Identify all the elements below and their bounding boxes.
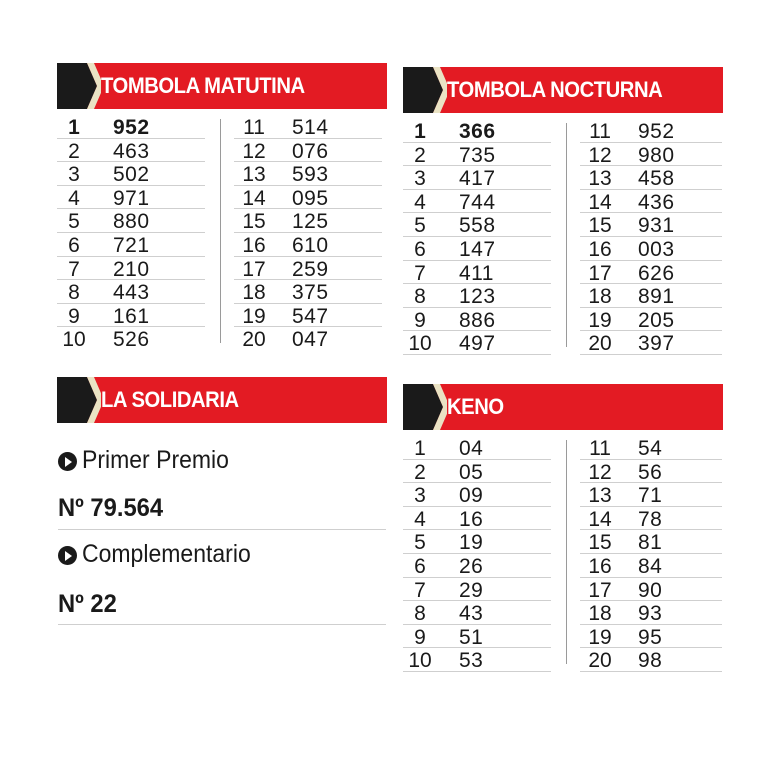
- tombola-matutina-title: TOMBOLA MATUTINA: [101, 73, 305, 98]
- result-number: 56: [638, 460, 663, 484]
- result-number: 81: [638, 531, 663, 555]
- la-solidaria-header: [57, 377, 387, 423]
- result-position: 10: [62, 328, 86, 352]
- result-number: 90: [638, 578, 663, 602]
- result-number: 16: [459, 507, 484, 531]
- result-row: [580, 308, 722, 332]
- result-position: 14: [588, 507, 612, 531]
- result-position: 10: [408, 649, 432, 673]
- keno-header: [403, 384, 723, 430]
- result-position: 15: [242, 210, 266, 234]
- result-position: 16: [588, 237, 612, 261]
- result-position: 13: [588, 484, 612, 508]
- result-number: 458: [638, 167, 675, 191]
- result-row: [403, 601, 551, 625]
- result-number: 626: [638, 261, 675, 285]
- result-position: 2: [68, 139, 80, 163]
- chevron-icon: [57, 63, 101, 109]
- result-number: 411: [459, 261, 494, 285]
- result-position: 2: [414, 460, 426, 484]
- result-position: 1: [68, 116, 80, 139]
- result-row: [403, 648, 551, 672]
- result-number: 95: [638, 625, 663, 649]
- column-divider: [566, 440, 567, 664]
- result-number: 436: [638, 190, 675, 214]
- result-row: [403, 331, 551, 355]
- result-position: 7: [68, 257, 80, 281]
- result-number: 514: [292, 116, 329, 139]
- primer-premio-label: Primer Premio: [82, 446, 229, 474]
- result-position: 19: [242, 304, 266, 328]
- results-column-right: [580, 436, 722, 672]
- result-row: [57, 327, 205, 351]
- result-position: 11: [589, 120, 611, 143]
- result-number: 076: [292, 139, 329, 163]
- result-number: 971: [113, 186, 150, 210]
- result-position: 3: [414, 484, 426, 508]
- result-position: 12: [242, 139, 266, 163]
- result-row: [403, 507, 551, 531]
- chevron-icon: [57, 377, 101, 423]
- result-position: 14: [242, 186, 266, 210]
- result-row: [403, 530, 551, 554]
- result-number: 443: [113, 281, 150, 305]
- result-position: 12: [588, 143, 612, 167]
- primer-premio-number-row: [58, 494, 169, 523]
- result-number: 53: [459, 649, 484, 673]
- result-row: [57, 233, 205, 257]
- result-number: 98: [638, 649, 663, 673]
- result-row: [580, 436, 722, 460]
- result-number: 547: [292, 304, 329, 328]
- result-number: 931: [638, 214, 675, 238]
- result-position: 18: [588, 602, 612, 626]
- result-row: [403, 436, 551, 460]
- result-number: 593: [292, 163, 329, 187]
- result-number: 147: [459, 237, 496, 261]
- result-number: 375: [292, 281, 329, 305]
- result-number: 93: [638, 602, 663, 626]
- result-position: 16: [588, 554, 612, 578]
- result-number: 721: [113, 233, 150, 257]
- chevron-icon: [403, 384, 447, 430]
- result-row: [580, 213, 722, 237]
- result-row: [403, 213, 551, 237]
- result-number: 366: [459, 120, 496, 143]
- result-position: 19: [588, 308, 612, 332]
- result-row: [403, 237, 551, 261]
- result-position: 5: [414, 214, 426, 238]
- result-number: 952: [638, 120, 675, 143]
- result-number: 610: [292, 233, 329, 257]
- result-number: 04: [459, 437, 484, 460]
- complementario-number-row: [58, 590, 120, 619]
- result-row: [57, 186, 205, 210]
- column-divider: [566, 123, 567, 347]
- primer-premio-number: Nº 79.564: [58, 494, 164, 522]
- result-row: [580, 143, 722, 167]
- result-number: 19: [459, 531, 484, 555]
- result-position: 12: [588, 460, 612, 484]
- result-number: 952: [113, 116, 150, 139]
- la-solidaria-panel: [57, 377, 387, 423]
- result-row: [403, 625, 551, 649]
- result-position: 2: [414, 143, 426, 167]
- complementario-label: Complementario: [82, 540, 251, 568]
- result-number: 735: [459, 143, 496, 167]
- result-row: [234, 139, 382, 163]
- result-row: [580, 483, 722, 507]
- result-row: [57, 304, 205, 328]
- result-number: 71: [638, 484, 663, 508]
- result-row: [580, 530, 722, 554]
- results-column-right: [580, 119, 722, 355]
- result-row: [580, 331, 722, 355]
- result-row: [580, 578, 722, 602]
- result-row: [234, 280, 382, 304]
- result-position: 18: [588, 285, 612, 309]
- results-column-left: [57, 115, 205, 351]
- result-position: 9: [68, 304, 80, 328]
- result-position: 9: [414, 625, 426, 649]
- result-number: 417: [459, 167, 496, 191]
- result-position: 3: [68, 163, 80, 187]
- result-row: [580, 237, 722, 261]
- result-position: 5: [68, 210, 80, 234]
- keno-panel: [403, 384, 723, 673]
- result-position: 1: [414, 437, 426, 460]
- result-row: [403, 166, 551, 190]
- result-row: [580, 648, 722, 672]
- result-row: [403, 284, 551, 308]
- result-position: 4: [68, 186, 80, 210]
- result-number: 05: [459, 460, 484, 484]
- result-number: 980: [638, 143, 675, 167]
- result-row: [234, 257, 382, 281]
- result-position: 20: [588, 332, 612, 356]
- result-position: 8: [414, 285, 426, 309]
- result-number: 095: [292, 186, 329, 210]
- result-number: 558: [459, 214, 496, 238]
- tombola-nocturna-header: [403, 67, 723, 113]
- result-row: [403, 554, 551, 578]
- result-position: 17: [588, 578, 612, 602]
- result-row: [580, 166, 722, 190]
- result-position: 13: [588, 167, 612, 191]
- play-icon: [58, 452, 77, 471]
- result-row: [403, 119, 551, 143]
- result-row: [580, 119, 722, 143]
- result-number: 125: [292, 210, 329, 234]
- result-number: 29: [459, 578, 484, 602]
- result-row: [234, 162, 382, 186]
- result-row: [580, 190, 722, 214]
- result-row: [57, 139, 205, 163]
- result-row: [403, 578, 551, 602]
- result-number: 497: [459, 332, 496, 356]
- result-row: [580, 625, 722, 649]
- result-position: 7: [414, 578, 426, 602]
- result-position: 6: [414, 237, 426, 261]
- result-number: 84: [638, 554, 663, 578]
- result-number: 54: [638, 437, 663, 460]
- result-row: [234, 233, 382, 257]
- result-number: 210: [113, 257, 150, 281]
- result-number: 161: [113, 304, 150, 328]
- result-row: [234, 115, 382, 139]
- result-row: [403, 460, 551, 484]
- complementario-row: [58, 540, 265, 569]
- result-row: [580, 261, 722, 285]
- chevron-icon: [403, 67, 447, 113]
- tombola-nocturna-panel: [403, 67, 723, 356]
- tombola-nocturna-title: TOMBOLA NOCTURNA: [447, 77, 663, 102]
- tombola-matutina-header: [57, 63, 387, 109]
- result-position: 6: [68, 233, 80, 257]
- result-number: 463: [113, 139, 150, 163]
- result-number: 047: [292, 328, 329, 352]
- result-position: 3: [414, 167, 426, 191]
- tombola-matutina-panel: [57, 63, 387, 352]
- result-position: 9: [414, 308, 426, 332]
- result-number: 259: [292, 257, 329, 281]
- result-number: 43: [459, 602, 484, 626]
- result-position: 11: [589, 437, 611, 460]
- result-position: 17: [588, 261, 612, 285]
- result-row: [234, 209, 382, 233]
- result-number: 526: [113, 328, 150, 352]
- result-row: [57, 162, 205, 186]
- result-number: 397: [638, 332, 675, 356]
- result-number: 003: [638, 237, 675, 261]
- results-column-left: [403, 436, 551, 672]
- result-position: 17: [242, 257, 266, 281]
- result-row: [403, 261, 551, 285]
- result-number: 205: [638, 308, 675, 332]
- result-number: 502: [113, 163, 150, 187]
- result-number: 51: [459, 625, 484, 649]
- result-row: [234, 304, 382, 328]
- result-position: 4: [414, 190, 426, 214]
- result-row: [57, 280, 205, 304]
- result-row: [234, 327, 382, 351]
- result-row: [234, 186, 382, 210]
- result-row: [580, 554, 722, 578]
- play-icon: [58, 546, 77, 565]
- result-number: 09: [459, 484, 484, 508]
- result-number: 880: [113, 210, 150, 234]
- keno-title: KENO: [447, 394, 504, 419]
- result-number: 123: [459, 285, 496, 309]
- result-position: 4: [414, 507, 426, 531]
- result-number: 26: [459, 554, 484, 578]
- result-position: 15: [588, 531, 612, 555]
- result-position: 16: [242, 233, 266, 257]
- result-number: 891: [638, 285, 675, 309]
- result-row: [403, 190, 551, 214]
- result-position: 20: [242, 328, 266, 352]
- result-position: 6: [414, 554, 426, 578]
- result-position: 11: [243, 116, 265, 139]
- column-divider: [220, 119, 221, 343]
- result-row: [403, 308, 551, 332]
- primer-premio-row: [58, 446, 242, 475]
- result-position: 8: [68, 281, 80, 305]
- result-number: 78: [638, 507, 663, 531]
- result-row: [57, 209, 205, 233]
- result-row: [57, 115, 205, 139]
- la-solidaria-title: LA SOLIDARIA: [101, 387, 239, 412]
- result-position: 8: [414, 602, 426, 626]
- results-column-left: [403, 119, 551, 355]
- divider: [58, 624, 386, 625]
- result-position: 20: [588, 649, 612, 673]
- result-row: [403, 483, 551, 507]
- complementario-number: Nº 22: [58, 590, 117, 618]
- result-position: 5: [414, 531, 426, 555]
- result-position: 18: [242, 281, 266, 305]
- result-position: 14: [588, 190, 612, 214]
- results-column-right: [234, 115, 382, 351]
- result-position: 10: [408, 332, 432, 356]
- result-position: 15: [588, 214, 612, 238]
- result-row: [580, 460, 722, 484]
- result-row: [580, 507, 722, 531]
- result-row: [580, 284, 722, 308]
- result-row: [403, 143, 551, 167]
- result-row: [580, 601, 722, 625]
- divider: [58, 529, 386, 530]
- result-row: [57, 257, 205, 281]
- result-position: 7: [414, 261, 426, 285]
- result-position: 19: [588, 625, 612, 649]
- result-position: 1: [414, 120, 426, 143]
- result-position: 13: [242, 163, 266, 187]
- result-number: 886: [459, 308, 496, 332]
- result-number: 744: [459, 190, 496, 214]
